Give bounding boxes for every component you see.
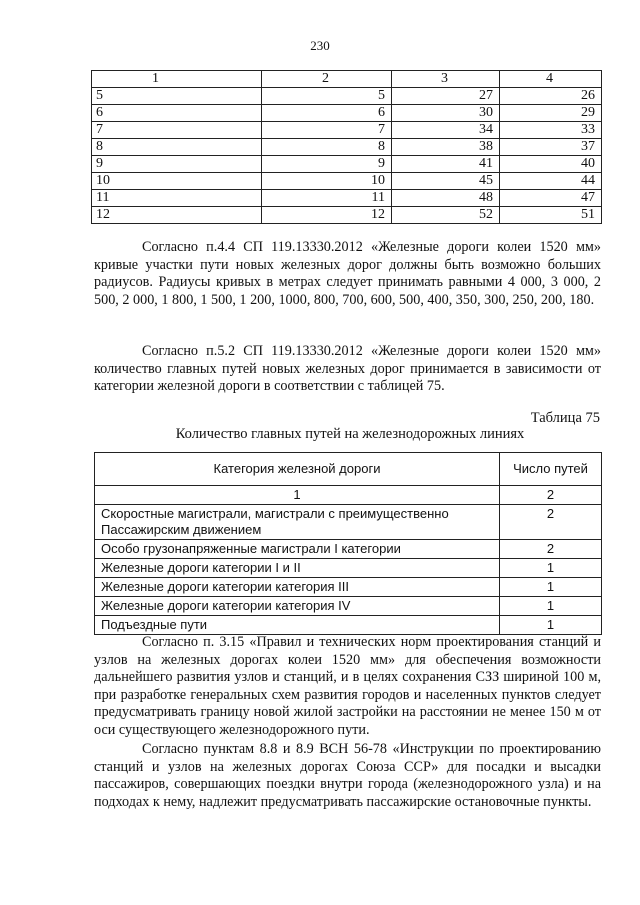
- table-row: [92, 156, 602, 173]
- track-count: 1: [500, 578, 602, 597]
- table-cell: 41: [392, 156, 500, 173]
- table-cell: 52: [392, 207, 500, 224]
- column-header-category: Категория железной дороги: [95, 453, 500, 486]
- table-row: [92, 88, 602, 105]
- table-row: [95, 578, 602, 597]
- table-cell: 44: [500, 173, 602, 190]
- table-cell: 7: [262, 122, 392, 139]
- column-number-row: [95, 486, 602, 505]
- table-row: [92, 207, 602, 224]
- tracks-table: [94, 452, 602, 635]
- railway-category: Подъездные пути: [95, 616, 500, 635]
- table-cell: 6: [262, 105, 392, 122]
- column-number: 2: [500, 486, 602, 505]
- table-cell: 34: [392, 122, 500, 139]
- table-cell: 37: [500, 139, 602, 156]
- table-cell: 27: [392, 88, 500, 105]
- table-cell: 10: [92, 173, 262, 190]
- table-cell: 38: [392, 139, 500, 156]
- railway-category: Скоростные магистрали, магистрали с преимущественно Пассажирским движением: [95, 505, 500, 540]
- railway-category: Особо грузонапряженные магистрали I категории: [95, 540, 500, 559]
- table-cell: 47: [500, 190, 602, 207]
- track-count: 1: [500, 597, 602, 616]
- table-row: [92, 139, 602, 156]
- table-cell: 26: [500, 88, 602, 105]
- table-row: [95, 616, 602, 635]
- table-header-row: [92, 71, 602, 88]
- table-cell: 33: [500, 122, 602, 139]
- table-row: [92, 105, 602, 122]
- track-count: 2: [500, 505, 602, 540]
- railway-category: Железные дороги категории категория IV: [95, 597, 500, 616]
- table-cell: 40: [500, 156, 602, 173]
- track-count: 1: [500, 616, 602, 635]
- table-row: [95, 597, 602, 616]
- table-header-row: [95, 453, 602, 486]
- column-number: 1: [92, 71, 262, 88]
- table-cell: 8: [262, 139, 392, 156]
- table-cell: 5: [262, 88, 392, 105]
- table-cell: 9: [262, 156, 392, 173]
- table-row: [95, 540, 602, 559]
- table-row: [92, 190, 602, 207]
- column-number: 2: [262, 71, 392, 88]
- paragraph-stop-points: Согласно пунктам 8.8 и 8.9 ВСН 56-78 «Инструкции по проектированию станций и узлов на железных дорогах Союза ССР» для посадки и высадки пассажиров, совершающих поездки внутри города (железнодорожного узла) и на подходах к нему, надлежит предусматривать пассажирские остановочные пункты.: [94, 741, 601, 810]
- paragraph-main-tracks: Согласно п.5.2 СП 119.13330.2012 «Железные дороги колеи 1520 мм» количество главных путей новых железных дорог принимается в зависимости от категории железной дороги в соответствии с таблицей 75.: [94, 343, 601, 395]
- radius-table: [91, 70, 602, 224]
- table-row: [95, 505, 602, 540]
- railway-category: Железные дороги категории категория III: [95, 578, 500, 597]
- column-header-tracks: Число путей: [500, 453, 602, 486]
- table-title: Количество главных путей на железнодорожных линиях: [175, 426, 525, 442]
- table-cell: 45: [392, 173, 500, 190]
- table-cell: 9: [92, 156, 262, 173]
- table-row: [92, 173, 602, 190]
- table-row: [95, 559, 602, 578]
- paragraph-curve-radii: Согласно п.4.4 СП 119.13330.2012 «Железные дороги колеи 1520 мм» кривые участки пути новых железных дорог должны быть возможно больших радиусов. Радиусы кривых в метрах следует принимать равными 4 000, 3 000, 2 500, 2 000, 1 800, 1 500, 1 200, 1000, 800, 700, 600, 500, 400, 350, 300, 250, 200, 180.: [94, 239, 601, 308]
- table-cell: 30: [392, 105, 500, 122]
- paragraph-station-rules: Согласно п. 3.15 «Правил и технических норм проектирования станций и узлов на железных дорогах колеи 1520 мм» для обеспечения возможности дальнейшего развития узлов и станций, и в целях сохранения СЗЗ шириной 100 м, при разработке генеральных схем развития городов и населенных пунктов следует предусматривать границу новой жилой застройки на расстоянии не менее 150 м от оси существующего железнодорожного пути.: [94, 634, 601, 738]
- table-cell: 29: [500, 105, 602, 122]
- table-cell: 8: [92, 139, 262, 156]
- table-row: [92, 122, 602, 139]
- table-cell: 12: [92, 207, 262, 224]
- table-cell: 51: [500, 207, 602, 224]
- column-number: 4: [500, 71, 602, 88]
- table-label: Таблица 75: [530, 410, 600, 426]
- track-count: 2: [500, 540, 602, 559]
- table-cell: 11: [92, 190, 262, 207]
- column-number: 1: [95, 486, 500, 505]
- page-number: 230: [310, 38, 330, 53]
- table-cell: 11: [262, 190, 392, 207]
- table-cell: 6: [92, 105, 262, 122]
- table-cell: 12: [262, 207, 392, 224]
- track-count: 1: [500, 559, 602, 578]
- table-cell: 48: [392, 190, 500, 207]
- railway-category: Железные дороги категории I и II: [95, 559, 500, 578]
- table-cell: 10: [262, 173, 392, 190]
- column-number: 3: [392, 71, 500, 88]
- table-cell: 5: [92, 88, 262, 105]
- table-cell: 7: [92, 122, 262, 139]
